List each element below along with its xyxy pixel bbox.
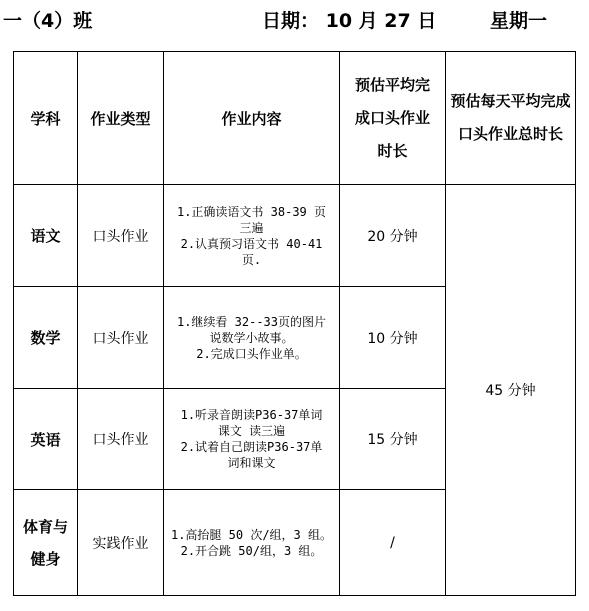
type-cell: 口头作业	[78, 287, 164, 389]
col-subject-header: 学科	[14, 52, 78, 185]
content-line: 1.高抬腿 50 次/组，3 组。	[170, 527, 333, 542]
content-cell	[164, 287, 340, 389]
col-avg-duration-header	[340, 52, 446, 185]
date-label: 日期： 10 月 27 日	[262, 10, 437, 32]
content-line: 2.开合跳 50/组，3 组。	[180, 543, 323, 558]
type-cell: 实践作业	[78, 490, 164, 596]
subject-line-2: 健身	[30, 549, 61, 568]
content-line: 三遍	[239, 220, 264, 235]
table-header-row	[14, 52, 576, 185]
col-total-duration-header	[446, 52, 576, 185]
subject-cell: 英语	[14, 389, 78, 490]
col-type-header: 作业类型	[78, 52, 164, 185]
col-content-header: 作业内容	[164, 52, 340, 185]
content-line: 词和课文	[227, 456, 276, 470]
col-total-duration-line-2: 口头作业总时长	[457, 125, 563, 143]
subject-cell	[14, 490, 78, 596]
content-cell	[164, 490, 340, 596]
content-line: 2.认真预习语文书 40-41	[180, 236, 323, 251]
content-line: 说数学小故事。	[209, 330, 294, 345]
content-line: 1.继续看 32--33页的图片	[176, 314, 327, 329]
duration-cell: 10 分钟	[340, 287, 446, 389]
class-name: 一（4）班	[3, 10, 93, 32]
subject-cell: 语文	[14, 185, 78, 287]
type-cell: 口头作业	[78, 185, 164, 287]
content-line: 1.听录音朗读P36-37单词	[180, 408, 323, 422]
content-line: 2.试着自己朗读P36-37单	[180, 440, 323, 454]
col-avg-duration-line-3: 时长	[377, 141, 408, 160]
col-total-duration-line-1: 预估每天平均完成	[450, 92, 571, 110]
weekday-label: 星期一	[490, 10, 548, 32]
col-avg-duration-line-1: 预估平均完	[354, 75, 430, 94]
content-line: 页.	[241, 252, 262, 267]
col-avg-duration-line-2: 成口头作业	[354, 108, 430, 127]
homework-table	[13, 51, 576, 596]
subject-line-1: 体育与	[22, 517, 68, 536]
subject-cell: 数学	[14, 287, 78, 389]
content-line: 1.正确读语文书 38-39 页	[176, 204, 327, 219]
content-line: 课文 读三遍	[217, 424, 286, 438]
table-row	[14, 185, 576, 287]
content-line: 2.完成口头作业单。	[196, 346, 307, 361]
content-cell	[164, 185, 340, 287]
duration-cell: 20 分钟	[340, 185, 446, 287]
total-duration-cell: 45 分钟	[446, 185, 576, 596]
content-cell	[164, 389, 340, 490]
type-cell: 口头作业	[78, 389, 164, 490]
duration-cell: /	[340, 490, 446, 596]
duration-cell: 15 分钟	[340, 389, 446, 490]
